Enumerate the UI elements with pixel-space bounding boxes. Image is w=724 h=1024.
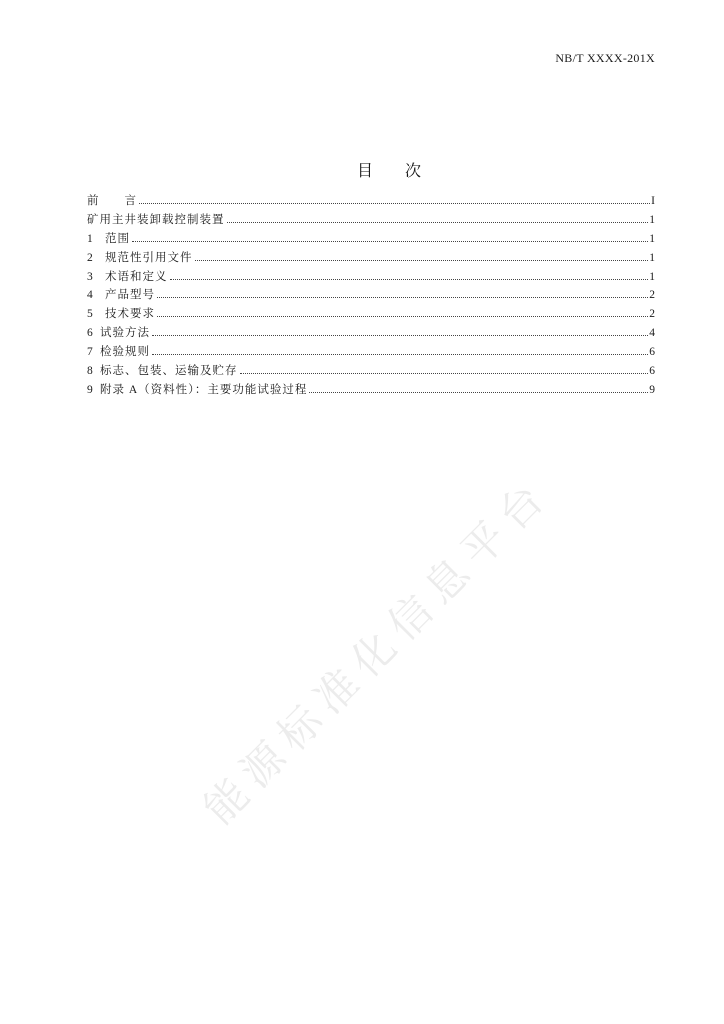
toc-entry-page: 1 bbox=[649, 270, 655, 283]
toc-entry-number: 3 bbox=[87, 270, 93, 283]
toc-dot-leader bbox=[157, 316, 648, 317]
toc-entry-6[interactable] bbox=[87, 324, 655, 343]
toc-entry-title: 规范性引用文件 bbox=[105, 251, 193, 264]
toc-dot-leader bbox=[195, 260, 649, 261]
toc-entry-device[interactable] bbox=[87, 211, 655, 230]
toc-dot-leader bbox=[152, 335, 648, 336]
toc-entry-title: 范围 bbox=[105, 232, 130, 245]
toc-entry-title: 术语和定义 bbox=[105, 270, 168, 283]
toc-entry-7[interactable] bbox=[87, 343, 655, 362]
toc-entry-number: 6 bbox=[87, 327, 93, 340]
toc-entry-page: 6 bbox=[649, 346, 655, 359]
toc-dot-leader bbox=[170, 279, 649, 280]
toc-entry-page: I bbox=[651, 195, 655, 207]
toc-entry-title: 附录 A（资料性）：主要功能试验过程 bbox=[100, 383, 308, 396]
toc-entry-number: 1 bbox=[87, 232, 93, 245]
watermark: 能源标准化信息平台 bbox=[196, 470, 560, 834]
toc-entry-page: 1 bbox=[649, 232, 655, 245]
toc-entry-page: 2 bbox=[649, 308, 655, 321]
toc-entry-1[interactable] bbox=[87, 230, 655, 249]
toc-entry-page: 4 bbox=[649, 327, 655, 340]
toc-entry-number: 2 bbox=[87, 251, 93, 264]
toc-dot-leader bbox=[157, 297, 648, 298]
toc-dot-leader bbox=[227, 222, 649, 223]
toc-entry-2[interactable] bbox=[87, 249, 655, 268]
table-of-contents bbox=[87, 192, 655, 400]
toc-dot-leader bbox=[309, 392, 648, 393]
toc-dot-leader bbox=[132, 241, 648, 242]
toc-entry-page: 2 bbox=[649, 289, 655, 302]
toc-entry-8[interactable] bbox=[87, 362, 655, 381]
toc-entry-9[interactable] bbox=[87, 381, 655, 400]
toc-entry-preface[interactable] bbox=[87, 192, 655, 211]
toc-entry-number: 8 bbox=[87, 365, 93, 378]
toc-entry-title: 前 言 bbox=[87, 195, 137, 207]
toc-entry-title: 矿用主井装卸载控制装置 bbox=[87, 213, 225, 226]
toc-entry-title: 技术要求 bbox=[105, 308, 155, 321]
toc-entry-number: 5 bbox=[87, 308, 93, 321]
toc-entry-page: 9 bbox=[649, 383, 655, 396]
toc-entry-title: 试验方法 bbox=[100, 327, 150, 340]
toc-entry-number: 4 bbox=[87, 289, 93, 302]
toc-entry-page: 1 bbox=[649, 251, 655, 264]
toc-entry-page: 6 bbox=[649, 365, 655, 378]
toc-entry-page: 1 bbox=[649, 213, 655, 226]
document-code: NB/T XXXX-201X bbox=[555, 51, 655, 65]
toc-entry-5[interactable] bbox=[87, 305, 655, 324]
toc-entry-title: 标志、包装、运输及贮存 bbox=[100, 365, 238, 378]
toc-heading: 目 次 bbox=[357, 163, 422, 180]
toc-entry-number: 7 bbox=[87, 346, 93, 359]
toc-entry-number: 9 bbox=[87, 383, 93, 396]
toc-dot-leader bbox=[139, 203, 650, 204]
toc-entry-3[interactable] bbox=[87, 268, 655, 287]
toc-dot-leader bbox=[152, 354, 648, 355]
toc-entry-title: 产品型号 bbox=[105, 289, 155, 302]
toc-dot-leader bbox=[240, 373, 649, 374]
toc-entry-title: 检验规则 bbox=[100, 346, 150, 359]
toc-entry-4[interactable] bbox=[87, 286, 655, 305]
